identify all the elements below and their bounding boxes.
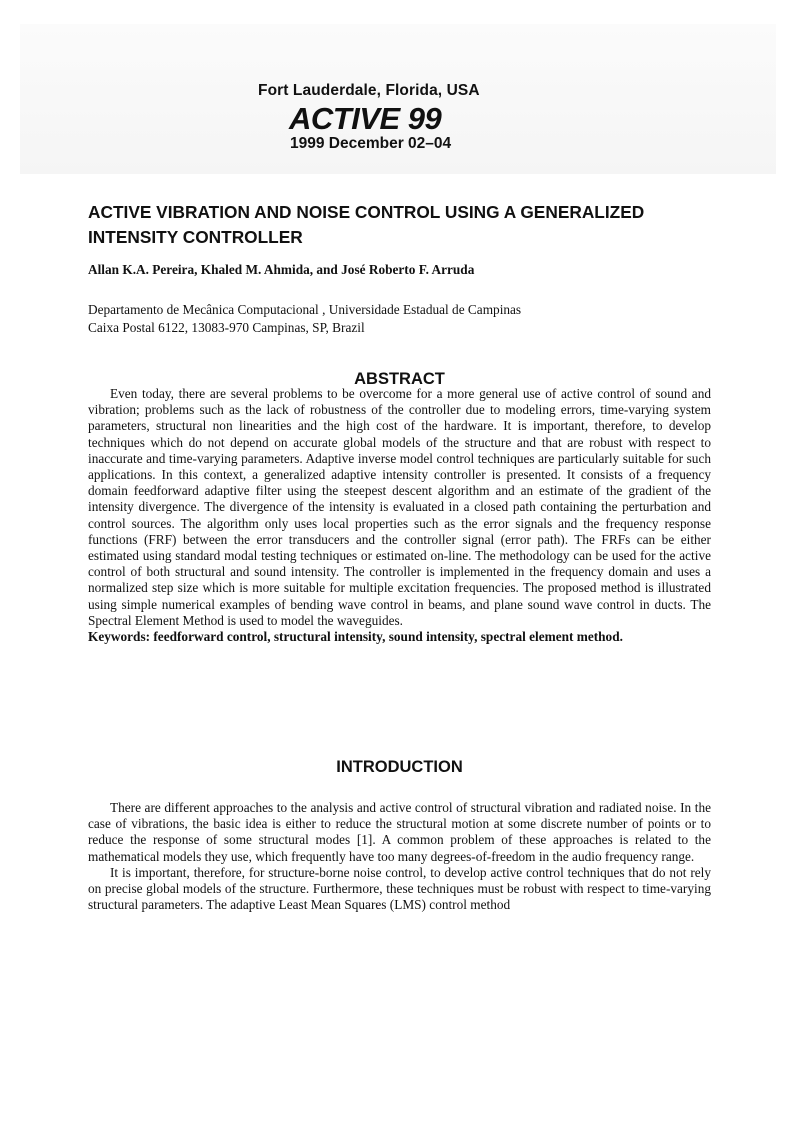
affiliation-line: Departamento de Mecânica Computacional , Universidade Estadual de Campinas (88, 302, 522, 317)
introduction-body (88, 800, 711, 913)
affiliation-line: Caixa Postal 6122, 13083-970 Campinas, SP, Brazil (88, 319, 365, 335)
paper-title: ACTIVE VIBRATION AND NOISE CONTROL USING A GENERALIZED INTENSITY CONTROLLER (88, 202, 645, 247)
keywords: Keywords: feedforward control, structural intensity, sound intensity, spectral element method. (88, 629, 623, 645)
author-affiliation (88, 301, 728, 336)
abstract-body (88, 386, 711, 645)
introduction-paragraph: There are different approaches to the analysis and active control of structural vibration and radiated noise. In the case of vibrations, the basic idea is either to reduce the structural motion at some discrete number of points or to reduce the response of some structural modes [1]. A common problem of these approaches is related to the mathematical models they use, which frequently have too many degrees-of-freedom in the audio frequency range. (88, 800, 711, 864)
abstract-paragraph: Even today, there are several problems to be overcome for a more general use of active control of sound and vibration; problems such as the lack of robustness of the controller due to modeling errors, time-varying system parameters, structural non linearities and the high cost of the hardware. It is important, therefore, to develop techniques which do not depend on accurate global models of the structure and that are robust with respect to inaccurate and time-varying parameters. Adaptive inverse model control techniques are particularly suitable for such applications. In this context, a generalized adaptive intensity controller is presented. It consists of a frequency domain feedforward adaptive filter using the steepest descent algorithm and an estimate of the gradient of the intensity divergence. The divergence of the intensity is evaluated in a closed path containing the perturbation and control sources. The algorithm only uses local properties such as the error signals and the frequency response functions (FRF) between the error transducers and the controller signal (error path). The FRFs can be either estimated using standard modal testing techniques or estimated on-line. The methodology can be used for the active control of both structural and sound intensity. The controller is implemented in the frequency domain and uses a normalized step size which is more suitable for multiple excitation frequencies. The proposed method is illustrated using simple numerical examples of bending wave control in beams, and plane sound wave control in ducts. The Spectral Element Method is used to model the waveguides. (88, 386, 711, 628)
introduction-paragraph: It is important, therefore, for structure-borne noise control, to develop active control techniques that do not rely on precise global models of the structure. Furthermore, these techniques must be robust with respect to time-varying structural parameters. The adaptive Least Mean Squares (LMS) control method (88, 864, 711, 913)
conference-location: Fort Lauderdale, Florida, USA (258, 82, 480, 99)
paper-authors: Allan K.A. Pereira, Khaled M. Ahmida, and José Roberto F. Arruda (88, 262, 475, 277)
conference-dates: 1999 December 02–04 (290, 135, 452, 152)
introduction-heading: INTRODUCTION (336, 758, 463, 776)
abstract-heading: ABSTRACT (354, 370, 445, 388)
conference-name: ACTIVE 99 (289, 101, 442, 136)
